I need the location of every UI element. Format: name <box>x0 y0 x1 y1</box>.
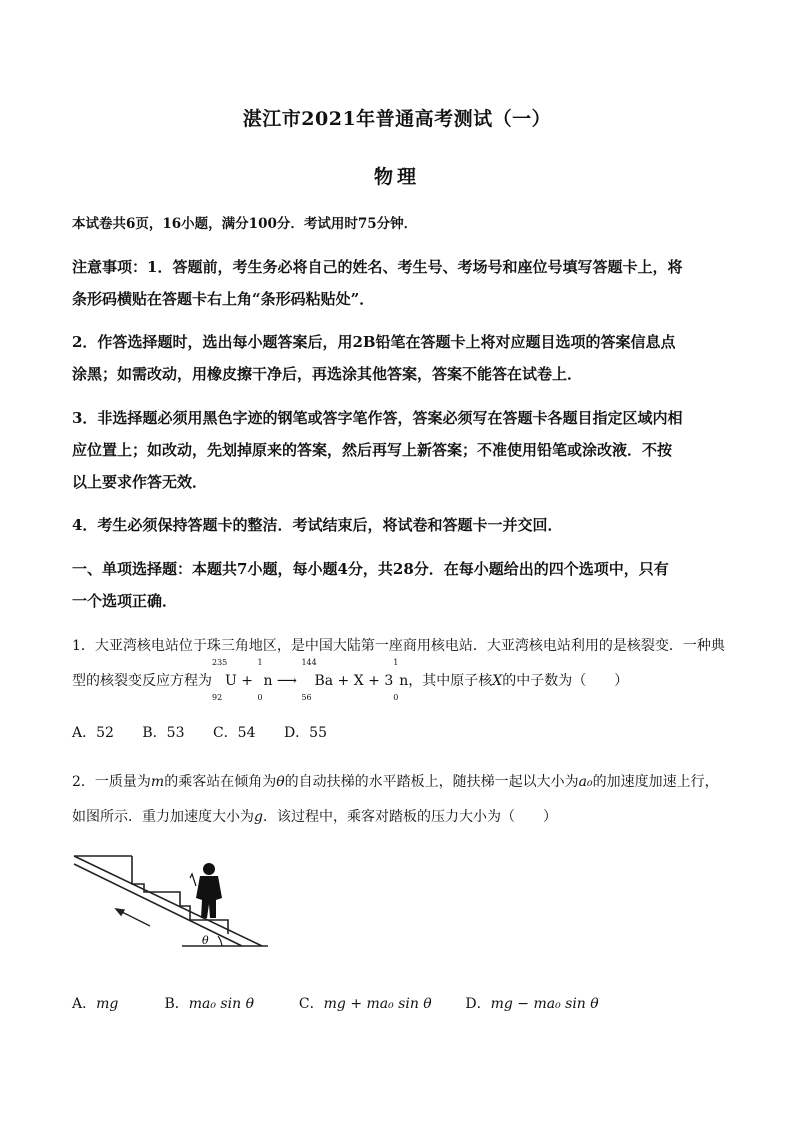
q2-option-b-label: B． <box>164 996 189 1012</box>
q2-option-d-expr: mg − ma₀ sin θ <box>490 996 599 1012</box>
note-3-line-1: 3．非选择题必须用黑色字迹的钢笔或答字笔作答，答案必须写在答题卡各题目指定区域内相 <box>72 409 683 427</box>
neutron-2-mass-number: 1 <box>393 658 399 667</box>
angle-arc <box>218 936 222 946</box>
q1-text-post: ，其中原子核 <box>408 673 493 689</box>
section-1-line-2: 一个选项正确． <box>72 592 178 610</box>
note-2-line-2: 涂黑；如需改动，用橡皮擦干净后，再选涂其他答案，答案不能答在试卷上． <box>72 365 583 383</box>
neutron-mass-number: 1 <box>257 658 263 667</box>
q2-option-a-label: A． <box>72 996 97 1012</box>
neutron-charge-number: 0 <box>257 693 263 702</box>
uranium-atomic-number: 92 <box>212 693 223 702</box>
variable-a0: a₀ <box>578 774 593 790</box>
q2-option-d-label: D． <box>465 996 491 1012</box>
q2-options <box>72 993 599 1013</box>
passenger-head <box>203 863 215 875</box>
angle-label: θ <box>202 934 209 947</box>
q1-option-a[interactable]: A．52 <box>72 725 114 741</box>
exam-intro: 本试卷共6页，16小题，满分100分．考试用时75分钟． <box>72 216 418 232</box>
neutron-2-symbol: n <box>399 673 409 689</box>
escalator-incline-upper <box>74 856 262 946</box>
plus-sign: + <box>236 673 258 689</box>
q2-line-1 <box>72 766 732 799</box>
passenger-arm-raised <box>190 874 196 886</box>
q2-text-f: ．该过程中，乘客对踏板的压力大小为（ ） <box>262 809 557 825</box>
barium-atomic-number: 56 <box>301 693 312 702</box>
passenger-body <box>196 876 222 918</box>
barium-mass-number: 144 <box>301 658 317 667</box>
q2-option-a[interactable] <box>72 993 160 1013</box>
exam-title: 湛江市2021年普通高考测试（一） <box>242 108 552 130</box>
q2-option-c[interactable] <box>299 993 461 1013</box>
neutron-nuclide-2 <box>393 658 409 702</box>
variable-m: m <box>150 774 165 790</box>
q1-option-c[interactable]: C．54 <box>212 725 256 741</box>
q2-text-a: 2．一质量为 <box>72 774 151 790</box>
note-4: 4．考生必须保持答题卡的整洁．考试结束后，将试卷和答题卡一并交回． <box>72 516 563 534</box>
q2-option-b-expr: ma₀ sin θ <box>188 996 254 1012</box>
variable-g: g <box>254 809 263 825</box>
q2-text-c: 的自动扶梯的水平踏板上，随扶梯一起以大小为 <box>284 774 579 790</box>
subject-title: 物理 <box>373 166 420 188</box>
q2-option-c-expr: mg + ma₀ sin θ <box>323 996 432 1012</box>
q1-line-1: 1．大亚湾核电站位于珠三角地区，是中国大陆第一座商用核电站．大亚湾核电站利用的是核裂变．一种典 <box>72 638 725 654</box>
note-1-line-1: 注意事项：1．答题前，考生务必将自己的姓名、考生号、考场号和座位号填写答题卡上，将 <box>72 258 683 276</box>
q2-option-b[interactable] <box>164 993 294 1013</box>
q2-option-c-label: C． <box>298 996 324 1012</box>
barium-nuclide <box>301 658 334 702</box>
variable-theta: θ <box>276 774 285 790</box>
q1-option-b[interactable]: B．53 <box>142 725 185 741</box>
uranium-mass-number: 235 <box>212 658 228 667</box>
note-3-line-2: 应位置上；如改动，先划掉原来的答案，然后再写上新答案；不准使用铅笔或涂改液．不按 <box>72 441 673 459</box>
uranium-symbol: U <box>225 673 237 689</box>
note-1-line-2: 条形码横贴在答题卡右上角“条形码粘贴处”． <box>72 290 375 308</box>
section-1-line-1: 一、单项选择题：本题共7小题，每小题4分，共28分．在每小题给出的四个选项中，只有 <box>72 560 669 578</box>
q2-option-a-expr: mg <box>96 996 119 1012</box>
reaction-arrow: ⟶ <box>272 673 302 689</box>
escalator-figure <box>72 850 272 956</box>
q1-option-d[interactable]: D．55 <box>283 725 327 741</box>
uranium-nuclide <box>212 658 237 702</box>
neutron-nuclide <box>257 658 273 702</box>
passenger-figure <box>196 863 222 918</box>
neutron-2-charge-number: 0 <box>393 693 399 702</box>
q2-text-d: 的加速度加速上行， <box>592 774 719 790</box>
q2-line-2 <box>72 801 732 834</box>
plus-x-term: + X + 3 <box>333 673 394 689</box>
q2-option-d[interactable] <box>465 993 598 1013</box>
q2-text-e: 如图所示．重力加速度大小为 <box>72 809 254 825</box>
q1-text-pre: 型的核裂变反应方程为 <box>72 673 212 689</box>
neutron-symbol: n <box>263 673 273 689</box>
q1-line-2 <box>72 658 732 702</box>
note-3-line-3: 以上要求作答无效． <box>72 473 208 491</box>
barium-symbol: Ba <box>314 673 334 689</box>
q1-text-end: 的中子数为（ ） <box>502 673 629 689</box>
variable-x: X <box>492 673 503 689</box>
q1-options <box>72 722 351 742</box>
q2-text-b: 的乘客站在倾角为 <box>164 774 277 790</box>
note-2-line-1: 2．作答选择题时，选出每小题答案后，用2B铅笔在答题卡上将对应题目选项的答案信息点 <box>72 333 676 351</box>
motion-arrow-head <box>116 909 124 915</box>
